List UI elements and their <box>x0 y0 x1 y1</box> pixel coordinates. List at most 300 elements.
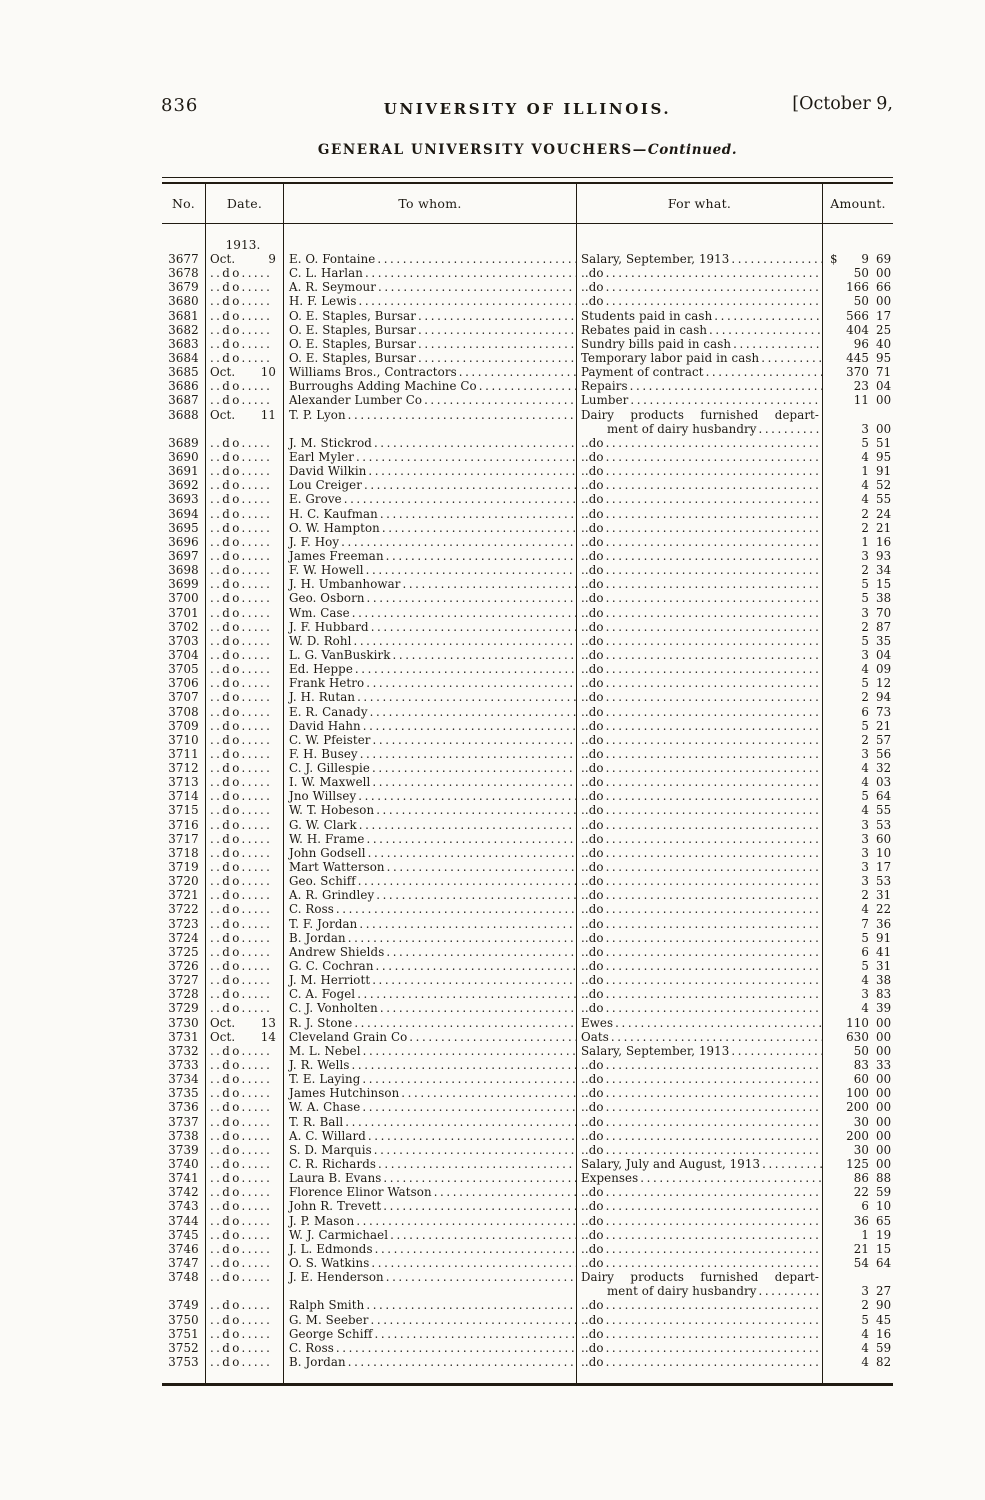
for-what-text: ..do <box>581 803 604 818</box>
cell-amount <box>822 252 893 266</box>
to-whom-text: O. W. Hampton <box>289 520 380 535</box>
for-what-text: ..do <box>581 1142 604 1157</box>
cell-no: 3686 <box>168 379 199 394</box>
date-ditto: ..do..... <box>210 1086 273 1101</box>
amount-cents: 00 <box>876 1043 892 1058</box>
cell-to-whom <box>283 775 576 789</box>
dot-leader <box>376 959 576 973</box>
cell-no: 3711 <box>168 746 199 761</box>
to-whom-text: C. W. Pfeister <box>289 732 371 747</box>
amount-cents: 91 <box>876 930 892 945</box>
cell-date <box>205 408 283 422</box>
cell-to-whom <box>283 464 576 478</box>
cell-amount <box>822 789 893 803</box>
cell-date <box>205 1058 283 1072</box>
amount-dollars: 23 <box>853 379 869 394</box>
cell-date <box>205 917 283 931</box>
dot-leader <box>606 945 822 959</box>
amount-dollars: 5 <box>861 930 869 945</box>
dot-leader <box>366 563 576 577</box>
cell-amount <box>822 1185 893 1199</box>
cell-date <box>205 379 283 393</box>
cell-amount <box>822 365 893 379</box>
dot-leader <box>630 393 822 407</box>
dot-leader <box>731 252 822 266</box>
for-what-text: ..do <box>581 1354 604 1369</box>
cell-to-whom <box>283 1030 576 1044</box>
amount-dollars: 4 <box>861 803 869 818</box>
cell-date <box>205 563 283 577</box>
cell-amount <box>822 507 893 521</box>
date-ditto: ..do..... <box>210 563 273 578</box>
cell-for-what <box>576 775 822 789</box>
cell-no: 3709 <box>168 718 199 733</box>
dot-leader <box>366 676 576 690</box>
date-ditto: ..do..... <box>210 916 273 931</box>
cell-amount <box>822 874 893 888</box>
amount-cents: 36 <box>876 916 892 931</box>
amount-cents: 16 <box>876 1326 892 1341</box>
dot-leader <box>360 747 576 761</box>
to-whom-text: Ed. Heppe <box>289 662 353 677</box>
amount-cents: 59 <box>876 1340 892 1355</box>
dot-leader <box>606 1100 822 1114</box>
cell-for-what <box>576 1185 822 1199</box>
cell-date <box>205 690 283 704</box>
cell-to-whom <box>283 648 576 662</box>
cell-to-whom <box>283 846 576 860</box>
date-ditto: ..do..... <box>210 1227 273 1242</box>
amount-dollars: 50 <box>853 266 869 281</box>
cell-no: 3748 <box>168 1270 199 1285</box>
date-ditto: ..do..... <box>210 1185 273 1200</box>
for-what-text: ..do <box>581 789 604 804</box>
amount-cents: 00 <box>876 393 892 408</box>
cell-no: 3745 <box>168 1227 199 1242</box>
amount-cents: 95 <box>876 449 892 464</box>
cell-to-whom <box>283 252 576 266</box>
cell-to-whom <box>283 676 576 690</box>
dot-leader <box>368 846 576 860</box>
cell-to-whom <box>283 803 576 817</box>
cell-for-what <box>576 464 822 478</box>
for-what-text: ..do <box>581 280 604 295</box>
dot-leader <box>402 577 576 591</box>
amount-dollars: 50 <box>853 1043 869 1058</box>
cell-to-whom <box>283 266 576 280</box>
dot-leader <box>606 761 822 775</box>
amount-dollars: 83 <box>853 1058 869 1073</box>
cell-to-whom <box>283 860 576 874</box>
cell-for-what <box>576 309 822 323</box>
cell-amount <box>822 1072 893 1086</box>
to-whom-text: M. L. Nebel <box>289 1043 361 1058</box>
for-what-text: ..do <box>581 1227 604 1242</box>
date-ditto: ..do..... <box>210 874 273 889</box>
amount-cents: 40 <box>876 336 892 351</box>
date-ditto: ..do..... <box>210 379 273 394</box>
cell-no: 3700 <box>168 591 199 606</box>
for-what-text: Students paid in cash <box>581 308 713 323</box>
cell-to-whom <box>283 563 576 577</box>
for-what-text: ..do <box>581 266 604 281</box>
amount-dollars: 3 <box>861 647 869 662</box>
cell-for-what <box>576 1115 822 1129</box>
amount-cents: 10 <box>876 845 892 860</box>
cell-amount <box>822 478 893 492</box>
dot-leader <box>606 606 822 620</box>
cell-date <box>205 450 283 464</box>
cell-for-what <box>576 846 822 860</box>
cell-amount <box>822 634 893 648</box>
amount-dollars: 3 <box>861 1284 869 1299</box>
dot-leader <box>368 464 576 478</box>
for-what-text: Salary, September, 1913 <box>581 252 730 266</box>
cell-amount <box>822 450 893 464</box>
cell-to-whom <box>283 478 576 492</box>
to-whom-text: B. Jordan <box>289 930 346 945</box>
amount-dollars: 1 <box>861 464 869 479</box>
cell-date <box>205 436 283 450</box>
date-ditto: ..do..... <box>210 718 273 733</box>
cell-for-what <box>576 1044 822 1058</box>
cell-date <box>205 309 283 323</box>
dot-leader <box>363 719 576 733</box>
cell-to-whom <box>283 224 576 252</box>
amount-dollars: 566 <box>846 308 869 323</box>
table-title-main: GENERAL UNIVERSITY VOUCHERS— <box>317 142 648 158</box>
dot-leader <box>348 1355 576 1369</box>
amount-dollars: 5 <box>861 591 869 606</box>
for-what-text: ..do <box>581 1213 604 1228</box>
amount-cents: 33 <box>876 1058 892 1073</box>
cell-to-whom <box>283 1242 576 1256</box>
to-whom-text: Alexander Lumber Co <box>289 393 423 408</box>
date-month: Oct. <box>210 252 236 266</box>
cell-amount <box>822 1313 893 1327</box>
cell-amount <box>822 1214 893 1228</box>
amount-cents: 53 <box>876 817 892 832</box>
date-ditto: ..do..... <box>210 294 273 309</box>
date-ditto: ..do..... <box>210 647 273 662</box>
amount-dollars: 3 <box>861 845 869 860</box>
cell-for-what <box>576 549 822 563</box>
cell-date <box>205 478 283 492</box>
date-ditto: ..do..... <box>210 1340 273 1355</box>
cell-date <box>205 365 283 379</box>
cell-to-whom <box>283 535 576 549</box>
cell-date <box>205 662 283 676</box>
cell-date <box>205 860 283 874</box>
cell-amount <box>822 1369 893 1383</box>
to-whom-text: J. M. Herriott <box>289 973 371 988</box>
cell-date <box>205 888 283 902</box>
column-header-date: Date. <box>205 184 283 224</box>
cell-date <box>205 1171 283 1185</box>
cell-date <box>205 521 283 535</box>
dot-leader <box>372 761 576 775</box>
cell-to-whom <box>283 1072 576 1086</box>
amount-dollars: 5 <box>861 959 869 974</box>
dot-leader <box>606 832 822 846</box>
for-what-text: ment of dairy husbandry <box>607 421 757 436</box>
dot-leader <box>336 902 576 916</box>
dot-leader <box>606 563 822 577</box>
dot-leader <box>374 436 576 450</box>
for-what-text: ..do <box>581 662 604 677</box>
to-whom-text: J. H. Umbanhowar <box>289 577 401 592</box>
to-whom-text: C. R. Richards <box>289 1157 377 1171</box>
cell-no: 3687 <box>168 393 199 408</box>
cell-for-what <box>576 690 822 704</box>
cell-for-what <box>576 478 822 492</box>
cell-to-whom <box>283 1199 576 1213</box>
cell-no: 3753 <box>168 1354 199 1369</box>
amount-dollars: 4 <box>861 662 869 677</box>
date-ditto: ..do..... <box>210 831 273 846</box>
dot-leader <box>606 1298 822 1312</box>
table-bottom-rule <box>162 1383 893 1386</box>
cell-no: 3678 <box>168 266 199 281</box>
amount-cents: 35 <box>876 633 892 648</box>
date-ditto: ..do..... <box>210 1171 273 1186</box>
cell-to-whom <box>283 747 576 761</box>
for-what-text: ..do <box>581 888 604 903</box>
dot-leader <box>409 1030 576 1044</box>
cell-date <box>205 1341 283 1355</box>
cell-for-what <box>576 705 822 719</box>
cell-to-whom <box>283 917 576 931</box>
cell-amount <box>822 280 893 294</box>
to-whom-text: David Wilkin <box>289 464 367 479</box>
to-whom-text: Burroughs Adding Machine Co <box>289 379 477 394</box>
amount-dollars: 445 <box>846 350 869 365</box>
cell-to-whom <box>283 931 576 945</box>
for-what-text: ..do <box>581 1001 604 1016</box>
amount-dollars: 2 <box>861 888 869 903</box>
cell-date <box>205 1143 283 1157</box>
dot-leader <box>356 1214 576 1228</box>
for-what-text: ..do <box>581 1100 604 1115</box>
cell-no: 3727 <box>168 973 199 988</box>
amount-dollars: 1 <box>861 1227 869 1242</box>
cell-for-what <box>576 789 822 803</box>
amount-dollars: 54 <box>853 1255 869 1270</box>
cell-for-what <box>576 1284 822 1298</box>
cell-date <box>205 747 283 761</box>
to-whom-text: T. F. Jordan <box>289 916 358 931</box>
for-what-text: ..do <box>581 1086 604 1101</box>
dot-leader <box>606 294 822 308</box>
column-header-for-what: For what. <box>576 184 822 224</box>
amount-cents: 10 <box>876 1199 892 1214</box>
cell-date <box>205 1044 283 1058</box>
cell-amount <box>822 1327 893 1341</box>
dot-leader <box>606 577 822 591</box>
cell-for-what <box>576 1298 822 1312</box>
cell-for-what <box>576 422 822 436</box>
cell-for-what <box>576 803 822 817</box>
dot-leader <box>367 591 576 605</box>
dot-leader <box>359 818 576 832</box>
cell-no: 3744 <box>168 1213 199 1228</box>
cell-for-what <box>576 1214 822 1228</box>
cell-date <box>205 1016 283 1030</box>
cell-for-what <box>576 832 822 846</box>
cell-to-whom <box>283 408 576 422</box>
cell-amount <box>822 832 893 846</box>
cell-for-what <box>576 1369 822 1383</box>
for-what-text: ..do <box>581 1114 604 1129</box>
cell-no: 3718 <box>168 845 199 860</box>
dot-leader <box>378 1157 576 1171</box>
cell-amount <box>822 1341 893 1355</box>
cell-no: 3683 <box>168 336 199 351</box>
for-what-text: Repairs <box>581 379 628 394</box>
dot-leader <box>606 733 822 747</box>
cell-to-whom <box>283 507 576 521</box>
date-ditto: ..do..... <box>210 1354 273 1369</box>
dot-leader <box>606 747 822 761</box>
amount-dollars: 50 <box>853 294 869 309</box>
cell-to-whom <box>283 521 576 535</box>
cell-no: 3746 <box>168 1241 199 1256</box>
to-whom-text: G. W. Clark <box>289 817 357 832</box>
dot-leader <box>758 422 822 436</box>
amount-dollars: 1 <box>861 534 869 549</box>
cell-for-what <box>576 521 822 535</box>
dot-leader <box>606 818 822 832</box>
cell-no: 3695 <box>168 520 199 535</box>
date-ditto: ..do..... <box>210 1043 273 1058</box>
dot-leader <box>359 917 576 931</box>
cell-no: 3742 <box>168 1185 199 1200</box>
to-whom-text: J. R. Wells <box>289 1058 350 1073</box>
amount-cents: 09 <box>876 662 892 677</box>
to-whom-text: I. W. Maxwell <box>289 775 371 790</box>
cell-for-what <box>576 280 822 294</box>
cell-amount <box>822 351 893 365</box>
amount-cents: 00 <box>876 1157 892 1171</box>
cell-amount <box>822 535 893 549</box>
date-ditto: ..do..... <box>210 761 273 776</box>
dot-leader <box>362 1100 576 1114</box>
cell-to-whom <box>283 1369 576 1383</box>
amount-dollars: 3 <box>861 987 869 1002</box>
cell-no: 3724 <box>168 930 199 945</box>
to-whom-text: Earl Myler <box>289 449 354 464</box>
amount-cents: 83 <box>876 987 892 1002</box>
cell-to-whom <box>283 1157 576 1171</box>
for-what-text: ..do <box>581 987 604 1002</box>
dot-leader <box>383 1171 576 1185</box>
table-header-row <box>162 184 893 224</box>
date-ditto: ..do..... <box>210 1326 273 1341</box>
amount-cents: 94 <box>876 690 892 705</box>
amount-dollars: 4 <box>861 1326 869 1341</box>
cell-no: 3699 <box>168 577 199 592</box>
cell-no <box>162 1284 205 1298</box>
amount-dollars: 100 <box>846 1086 869 1101</box>
to-whom-text: Williams Bros., Contractors <box>289 365 457 380</box>
to-whom-text: G. M. Seeber <box>289 1312 369 1327</box>
dot-leader <box>352 606 576 620</box>
to-whom-text: O. S. Watkins <box>289 1255 370 1270</box>
date-ditto: ..do..... <box>210 704 273 719</box>
voucher-table <box>162 177 893 1386</box>
cell-no: 3715 <box>168 803 199 818</box>
amount-cents: 00 <box>876 1114 892 1129</box>
date-ditto: ..do..... <box>210 690 273 705</box>
cell-to-whom <box>283 1001 576 1015</box>
cell-to-whom <box>283 379 576 393</box>
for-what-text: ..do <box>581 930 604 945</box>
cell-no: 3707 <box>168 690 199 705</box>
cell-no: 3752 <box>168 1340 199 1355</box>
dot-leader <box>348 408 576 422</box>
for-what-text: ..do <box>581 548 604 563</box>
cell-date <box>205 535 283 549</box>
amount-dollars: 3 <box>861 831 869 846</box>
amount-cents: 15 <box>876 1241 892 1256</box>
amount-cents: 32 <box>876 761 892 776</box>
cell-no: 3721 <box>168 888 199 903</box>
cell-to-whom <box>283 450 576 464</box>
cell-for-what <box>576 1341 822 1355</box>
to-whom-text: C. A. Fogel <box>289 987 356 1002</box>
for-what-text: ..do <box>581 831 604 846</box>
cell-to-whom <box>283 1086 576 1100</box>
cell-amount <box>822 1129 893 1143</box>
cell-date <box>205 1129 283 1143</box>
to-whom-text: R. J. Stone <box>289 1015 353 1030</box>
amount-dollars: 166 <box>846 280 869 295</box>
to-whom-text: J. F. Hoy <box>289 534 340 549</box>
dot-leader <box>606 662 822 676</box>
cell-amount <box>822 902 893 916</box>
amount-dollars: 4 <box>861 1001 869 1016</box>
date-month: Oct. <box>210 1015 236 1030</box>
amount-dollars: 5 <box>861 789 869 804</box>
cell-amount <box>822 860 893 874</box>
currency-sign: $ <box>830 252 838 266</box>
cell-date <box>205 959 283 973</box>
to-whom-text: Cleveland Grain Co <box>289 1029 408 1044</box>
to-whom-text: J. H. Rutan <box>289 690 356 705</box>
cell-amount <box>822 337 893 351</box>
cell-no: 3688 <box>168 407 199 422</box>
cell-for-what <box>576 606 822 620</box>
dot-leader <box>354 1016 576 1030</box>
to-whom-text: E. R. Canady <box>289 704 368 719</box>
dot-leader <box>459 365 576 379</box>
for-what-text: ..do <box>581 874 604 889</box>
for-what-text: ..do <box>581 492 604 507</box>
cell-for-what <box>576 1016 822 1030</box>
date-ditto: ..do..... <box>210 336 273 351</box>
amount-dollars: 630 <box>846 1029 869 1044</box>
cell-amount <box>822 464 893 478</box>
dot-leader <box>606 1115 822 1129</box>
dot-leader <box>606 1341 822 1355</box>
cell-amount <box>822 294 893 308</box>
for-what-text: ..do <box>581 902 604 917</box>
date-ditto: ..do..... <box>210 435 273 450</box>
cell-to-whom <box>283 832 576 846</box>
date-ditto: ..do..... <box>210 944 273 959</box>
for-what-text: ..do <box>581 1072 604 1087</box>
cell-no <box>162 224 205 252</box>
